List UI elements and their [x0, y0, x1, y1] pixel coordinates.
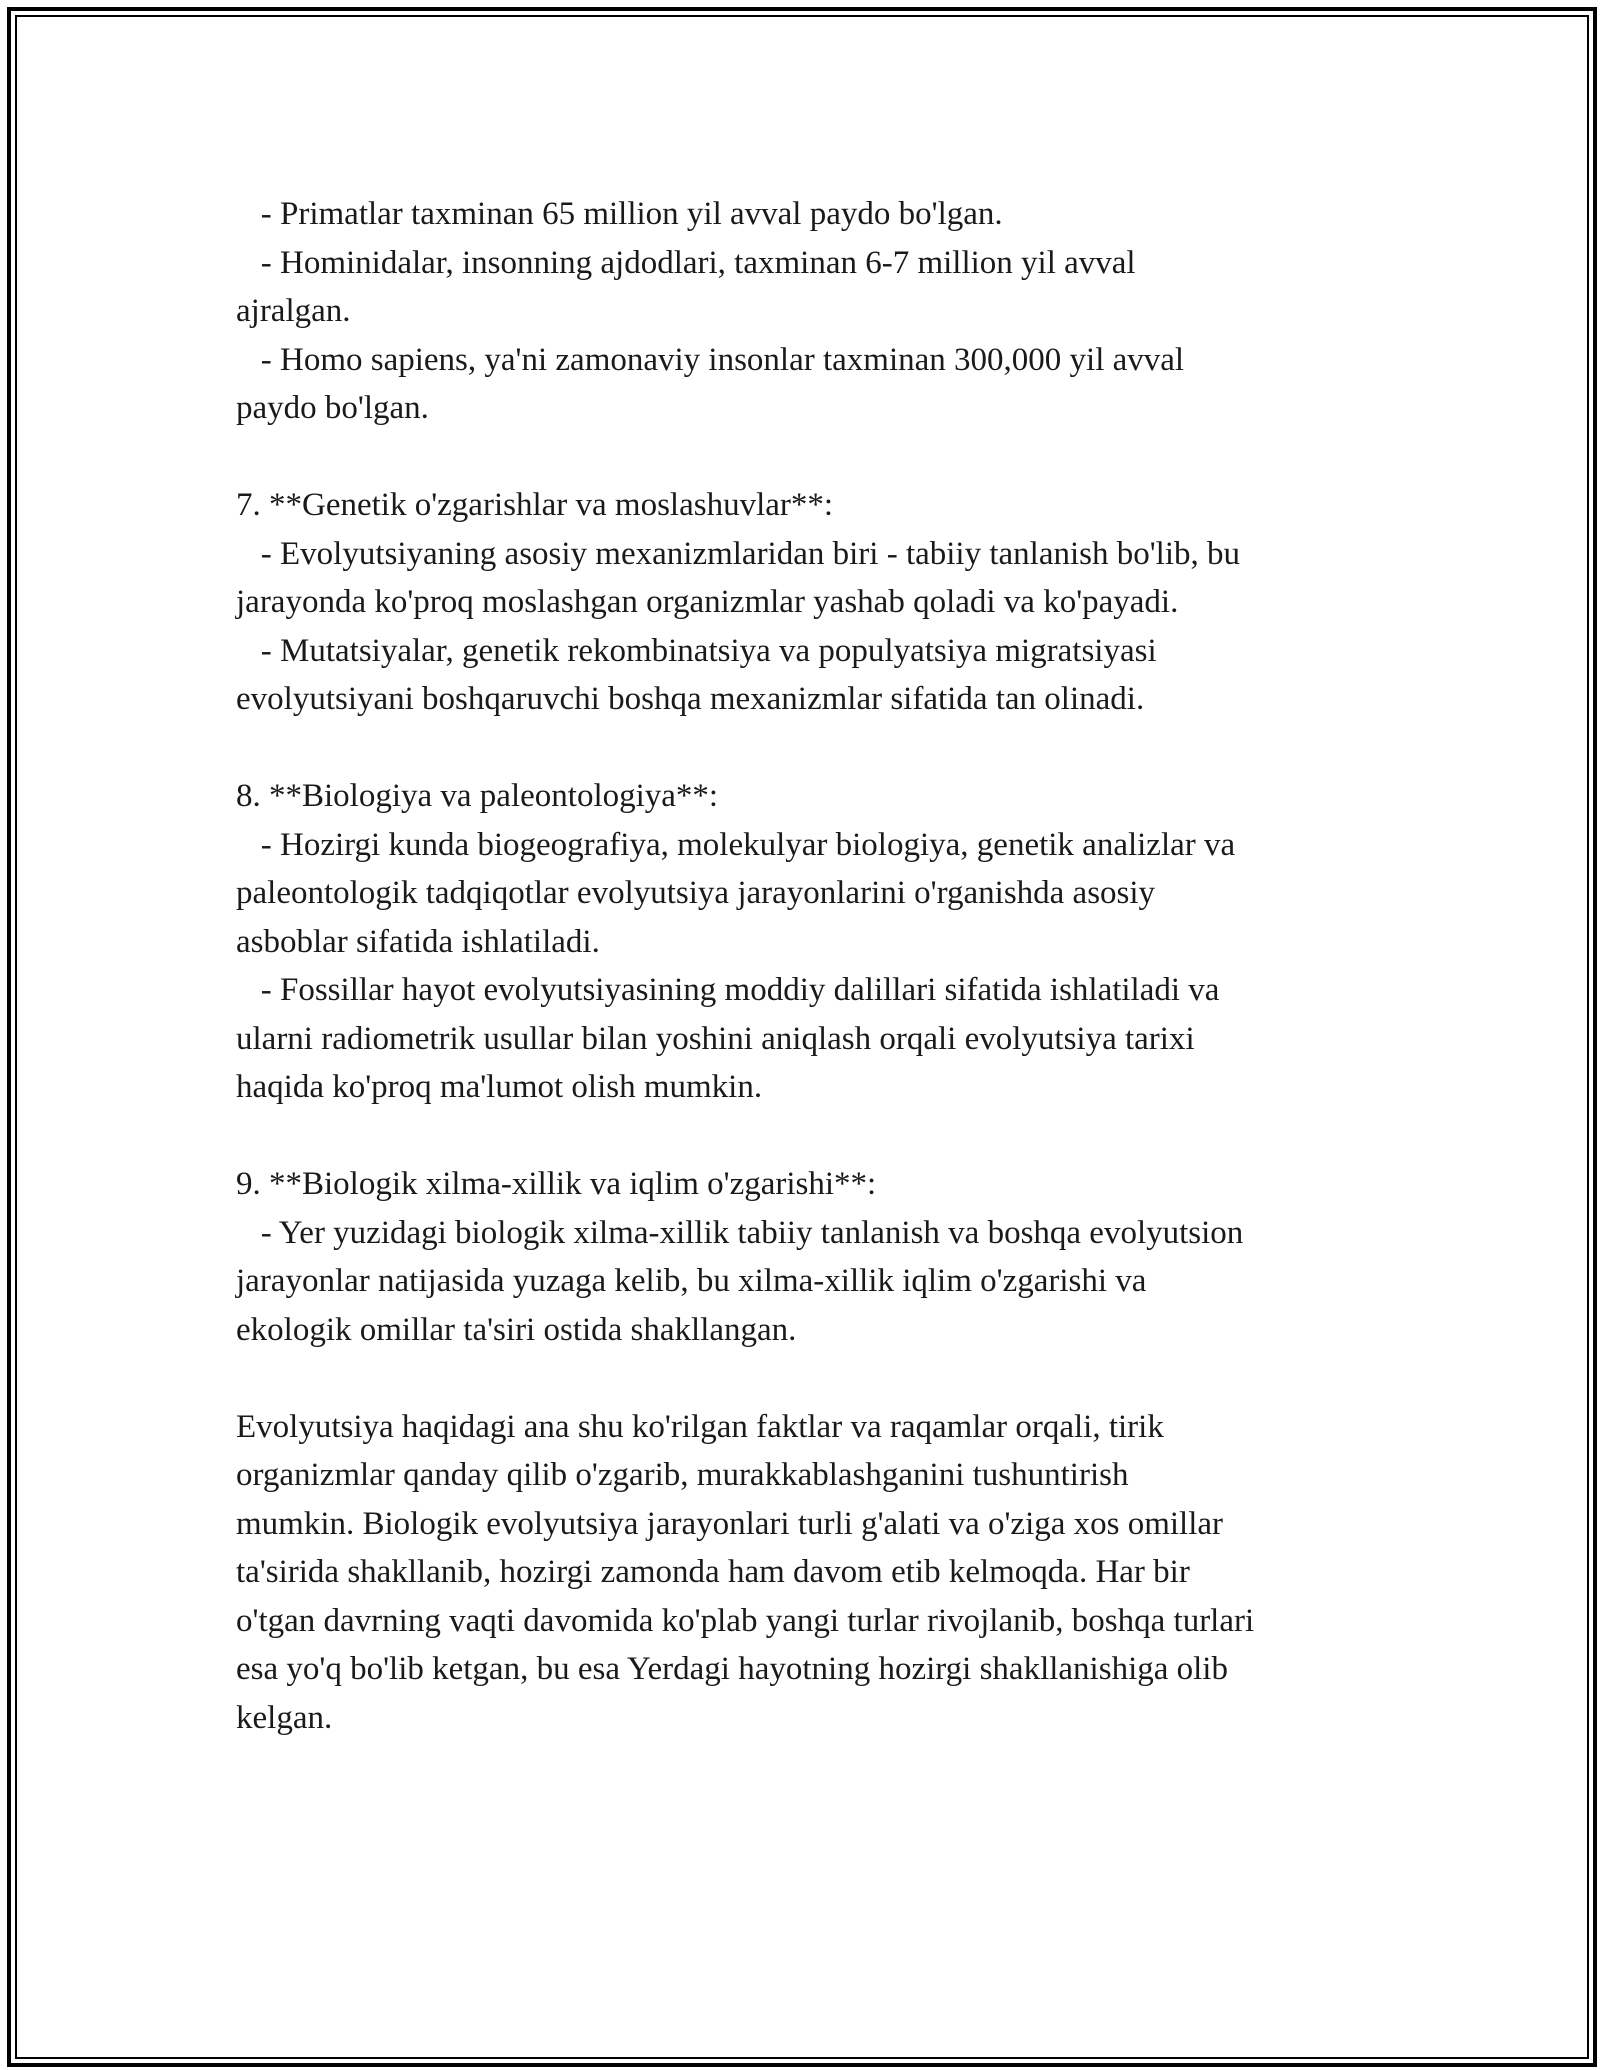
blank-line	[236, 1112, 1416, 1161]
text-line: ularni radiometrik usullar bilan yoshini aniqlash orqali evolyutsiya tarixi	[236, 1020, 1195, 1057]
text-line: - Evolyutsiyaning asosiy mexanizmlaridan biri - tabiiy tanlanish bo'lib, bu	[236, 535, 1241, 572]
text-line: paydo bo'lgan.	[236, 390, 429, 426]
text-line: ajralgan.	[236, 293, 351, 329]
text-line: esa yo'q bo'lib ketgan, bu esa Yerdagi hayotning hozirgi shakllanishiga olib	[236, 1651, 1228, 1687]
text-line: - Homo sapiens, ya'ni zamonaviy insonlar taxminan 300,000 yil avval	[236, 341, 1185, 378]
document-body	[236, 190, 1416, 1742]
text-line: paleontologik tadqiqotlar evolyutsiya jarayonlarini o'rganishda asosiy	[236, 875, 1156, 911]
text-line: jarayonda ko'proq moslashgan organizmlar yashab qoladi va ko'payadi.	[236, 584, 1179, 620]
text-line: ta'sirida shakllanib, hozirgi zamonda ham davom etib kelmoqda. Har bir	[236, 1554, 1190, 1590]
text-line: - Mutatsiyalar, genetik rekombinatsiya va populyatsiya migratsiyasi	[236, 632, 1157, 669]
text-line: organizmlar qanday qilib o'zgarib, murakkablashganini tushuntirish	[236, 1457, 1129, 1493]
text-line: evolyutsiyani boshqaruvchi boshqa mexanizmlar sifatida tan olinadi.	[236, 681, 1145, 717]
text-line: kelgan.	[236, 1699, 333, 1736]
text-line: - Fossillar hayot evolyutsiyasining moddiy dalillari sifatida ishlatiladi va	[236, 972, 1220, 1008]
text-line: - Yer yuzidagi biologik xilma-xillik tabiiy tanlanish va boshqa evolyutsion	[236, 1214, 1244, 1251]
text-line: asboblar sifatida ishlatiladi.	[236, 923, 600, 960]
blank-line	[236, 724, 1416, 773]
text-line: ekologik omillar ta'siri ostida shakllangan.	[236, 1311, 797, 1348]
text-line: haqida ko'proq ma'lumot olish mumkin.	[236, 1069, 763, 1105]
text-line: o'tgan davrning vaqti davomida ko'plab yangi turlar rivojlanib, boshqa turlari	[236, 1602, 1255, 1639]
text-line: jarayonlar natijasida yuzaga kelib, bu xilma-xillik iqlim o'zgarishi va	[236, 1263, 1147, 1299]
text-line: - Hozirgi kunda biogeografiya, molekulyar biologiya, genetik analizlar va	[236, 826, 1236, 863]
section-heading: 7. **Genetik o'zgarishlar va moslashuvlar**:	[236, 487, 834, 523]
text-line: Evolyutsiya haqidagi ana shu ko'rilgan faktlar va raqamlar orqali, tirik	[236, 1408, 1164, 1445]
text-line: - Primatlar taxminan 65 million yil avval paydo bo'lgan.	[236, 196, 1003, 232]
section-heading: 9. **Biologik xilma-xillik va iqlim o'zgarishi**:	[236, 1166, 877, 1202]
text-line: mumkin. Biologik evolyutsiya jarayonlari turli g'alati va o'ziga xos omillar	[236, 1505, 1224, 1542]
text-line: - Hominidalar, insonning ajdodlari, taxminan 6-7 million yil avval	[236, 244, 1136, 281]
blank-line	[236, 1354, 1416, 1403]
section-heading: 8. **Biologiya va paleontologiya**:	[236, 778, 719, 814]
blank-line	[236, 433, 1416, 482]
